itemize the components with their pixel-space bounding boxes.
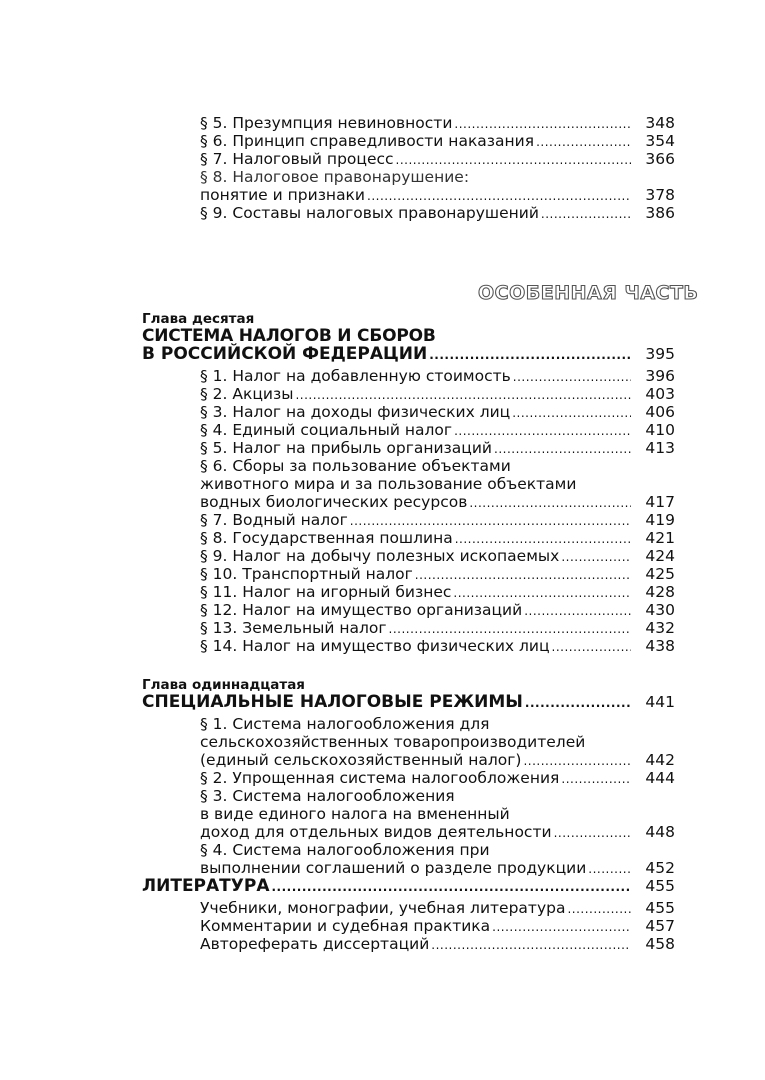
toc-entry (200, 583, 675, 602)
toc-entry (200, 529, 675, 548)
toc-entry (200, 186, 675, 205)
entry-title: Автореферать диссертаций (200, 935, 430, 953)
toc-entry (200, 899, 675, 918)
page-number: 442 (645, 751, 675, 769)
entry-title: выполнении соглашений о разделе продукции (200, 859, 587, 877)
leader-dots (541, 205, 631, 223)
page-number: 395 (645, 345, 675, 363)
toc-entry (200, 403, 675, 422)
entry-title-line: § 8. Налоговое правонарушение: (200, 168, 470, 186)
chapter-label: Глава одиннадцатая (142, 677, 305, 693)
toc-entry (200, 493, 675, 512)
chapter-title: СПЕЦИАЛЬНЫЕ НАЛОГОВЫЕ РЕЖИМЫ (142, 692, 523, 712)
entry-title: § 1. Налог на добавленную стоимость (200, 367, 511, 385)
entry-title: § 7. Водный налог (200, 511, 348, 529)
leader-dots (396, 151, 631, 169)
toc-entry (200, 637, 675, 656)
page-number: 413 (645, 439, 675, 457)
entry-title: водных биологических ресурсов (200, 493, 468, 511)
toc-entry (200, 439, 675, 458)
entry-title: доход для отдельных видов деятельности (200, 823, 552, 841)
page-number: 378 (645, 186, 675, 204)
entry-title: Комментарии и судебная практика (200, 917, 491, 935)
leader-dots (524, 602, 631, 620)
entry-title: § 9. Составы налоговых правонарушений (200, 204, 539, 222)
chapter-title: В РОССИЙСКОЙ ФЕДЕРАЦИИ (142, 344, 428, 364)
leader-dots (453, 584, 631, 602)
toc-entry (200, 511, 675, 530)
entry-title: § 12. Налог на имущество организаций (200, 601, 523, 619)
leader-dots (454, 115, 631, 133)
page-number: 457 (645, 917, 675, 935)
leader-dots (389, 620, 631, 638)
page-number: 410 (645, 421, 675, 439)
leader-dots (567, 900, 631, 918)
entry-title: § 5. Презумпция невиновности (200, 114, 453, 132)
entry-title-line: § 1. Система налогообложения для (200, 715, 490, 733)
leader-dots (350, 512, 631, 530)
page-number: 424 (645, 547, 675, 565)
toc-entry (200, 367, 675, 386)
page-number: 366 (645, 150, 675, 168)
entry-title: § 2. Акцизы (200, 385, 294, 403)
page-number: 386 (645, 204, 675, 222)
page-number: 419 (645, 511, 675, 529)
leader-dots (431, 936, 631, 954)
page-number: 417 (645, 493, 675, 511)
leader-dots (492, 918, 631, 936)
leader-dots (367, 187, 631, 205)
entry-title: § 2. Упрощенная система налогообложения (200, 769, 560, 787)
leader-dots (429, 345, 631, 365)
literature-entry (142, 876, 675, 897)
entry-title: § 4. Единый социальный налог (200, 421, 453, 439)
toc-entry (200, 619, 675, 638)
entry-title: § 6. Принцип справедливости наказания (200, 132, 535, 150)
chapter-label: Глава десятая (142, 311, 255, 327)
leader-dots (272, 877, 632, 897)
part-title: ОСОБЕННАЯ ЧАСТЬ (478, 282, 699, 304)
leader-dots (561, 770, 631, 788)
page-number: 396 (645, 367, 675, 385)
chapter-title-line: СИСТЕМА НАЛОГОВ И СБОРОВ (142, 326, 436, 346)
entry-title: § 9. Налог на добычу полезных ископаемых (200, 547, 560, 565)
entry-title: § 5. Налог на прибыль организаций (200, 439, 492, 457)
page-number: 444 (645, 769, 675, 787)
page-number: 458 (645, 935, 675, 953)
leader-dots (469, 494, 631, 512)
page-number: 432 (645, 619, 675, 637)
page-number: 406 (645, 403, 675, 421)
toc-entry (200, 751, 675, 770)
leader-dots (561, 548, 631, 566)
entry-title: § 13. Земельный налог (200, 619, 387, 637)
leader-dots (415, 566, 631, 584)
leader-dots (512, 404, 631, 422)
page-number: 348 (645, 114, 675, 132)
toc-entry (200, 565, 675, 584)
page-number: 421 (645, 529, 675, 547)
entry-title-line: сельскохозяйственных товаропроизводителей (200, 733, 586, 751)
page-number: 403 (645, 385, 675, 403)
entry-title: Учебники, монографии, учебная литература (200, 899, 566, 917)
page-number: 438 (645, 637, 675, 655)
toc-entry (200, 132, 675, 151)
entry-title-line: в виде единого налога на вмененный (200, 805, 510, 823)
toc-entry (200, 769, 675, 788)
page-number: 428 (645, 583, 675, 601)
leader-dots (523, 752, 631, 770)
page-number: 430 (645, 601, 675, 619)
leader-dots (513, 368, 631, 386)
toc-entry (200, 421, 675, 440)
toc-entry (200, 204, 675, 223)
chapter-title-entry (142, 692, 675, 713)
page-number: 448 (645, 823, 675, 841)
page-number: 354 (645, 132, 675, 150)
page-number: 455 (645, 899, 675, 917)
leader-dots (536, 133, 631, 151)
toc-entry (200, 917, 675, 936)
page-number: 425 (645, 565, 675, 583)
leader-dots (455, 530, 631, 548)
page-number: 455 (645, 877, 675, 895)
entry-title: понятие и признаки (200, 186, 365, 204)
leader-dots (494, 440, 631, 458)
entry-title: (единый сельскохозяйственный налог) (200, 751, 522, 769)
entry-title: § 3. Налог на доходы физических лиц (200, 403, 511, 421)
entry-title-line: § 4. Система налогообложения при (200, 841, 490, 859)
page-number: 452 (645, 859, 675, 877)
leader-dots (554, 824, 631, 842)
toc-entry (200, 114, 675, 133)
literature-title: ЛИТЕРАТУРА (142, 876, 270, 896)
entry-title: § 10. Транспортный налог (200, 565, 413, 583)
entry-title-line: § 3. Система налогообложения (200, 787, 455, 805)
entry-title: § 14. Налог на имущество физических лиц (200, 637, 550, 655)
leader-dots (525, 693, 631, 713)
page-number: 441 (645, 693, 675, 711)
leader-dots (454, 422, 631, 440)
chapter-title-entry (142, 344, 675, 365)
toc-entry (200, 823, 675, 842)
entry-title: § 11. Налог на игорный бизнес (200, 583, 452, 601)
toc-entry (200, 547, 675, 566)
entry-title: § 8. Государственная пошлина (200, 529, 453, 547)
leader-dots (295, 386, 631, 404)
toc-entry (200, 601, 675, 620)
entry-title-line: животного мира и за пользование объектами (200, 475, 577, 493)
leader-dots (552, 638, 631, 656)
toc-entry (200, 385, 675, 404)
entry-title-line: § 6. Сборы за пользование объектами (200, 457, 511, 475)
entry-title: § 7. Налоговый процесс (200, 150, 394, 168)
toc-entry (200, 935, 675, 954)
toc-entry (200, 150, 675, 169)
